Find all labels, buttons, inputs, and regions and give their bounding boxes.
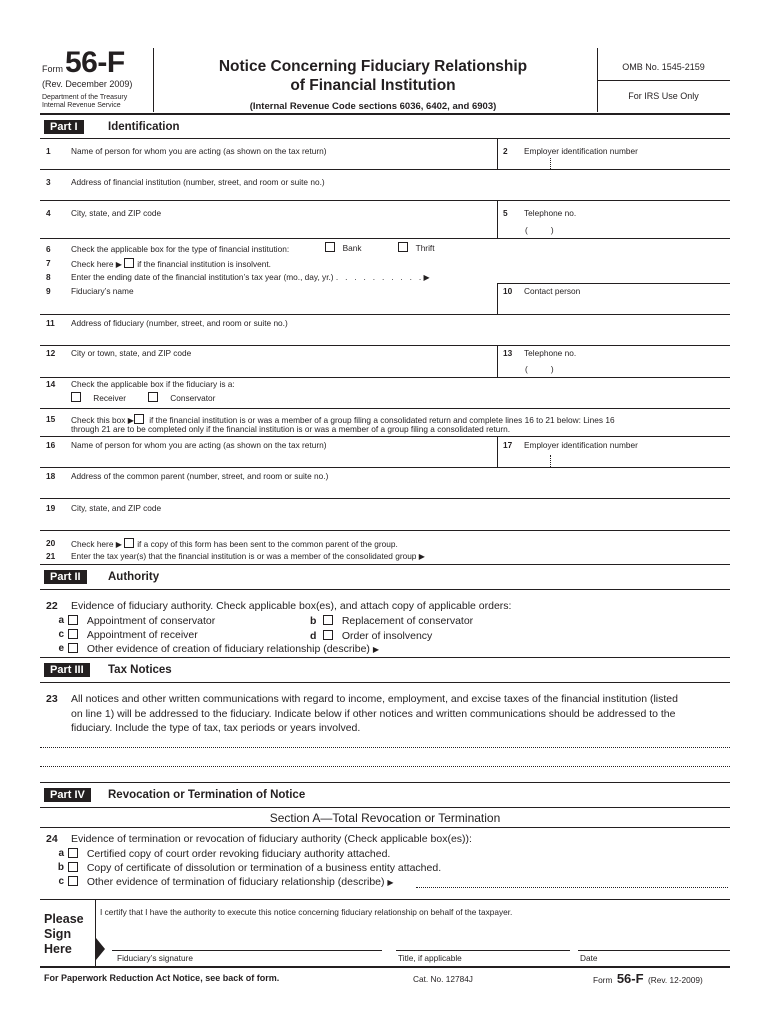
line-15-text: if the financial institution is or was a member of a group filing a consolidated return and complete lines 16 to 21 below: Lines 16 [149,415,615,425]
part-2-tag: Part II [44,570,87,584]
part-2-title: Authority [108,571,160,583]
title-label: Title, if applicable [398,953,462,963]
line-10-label: Contact person [524,286,581,296]
sign-arrow-icon [96,938,105,960]
arrow-right-icon: ▶ [115,260,122,269]
part-3-title: Tax Notices [108,664,172,676]
line-3-input[interactable] [70,187,720,199]
paperwork-notice: For Paperwork Reduction Act Notice, see back of form. [44,973,280,983]
part-3-tag: Part III [44,663,90,677]
line-22-label: Evidence of fiduciary authority. Check applicable box(es), and attach copy of applicable orders: [71,600,512,612]
sign-label: Sign [44,927,72,941]
line-15-label: Check this box [71,415,126,425]
phone-parens: ( ) [525,364,554,374]
title-line-1: Notice Concerning Fiduciary Relationship [218,58,528,75]
line-24-label: Evidence of termination or revocation of fiduciary authority (Check applicable box(es)): [71,833,472,845]
line-2-label: Employer identification number [524,146,638,156]
thrift-option[interactable]: Thrift [398,242,435,253]
signature-field[interactable] [112,925,382,950]
date-field[interactable] [578,925,730,950]
line-11-input[interactable] [70,330,720,342]
termination-option-a[interactable]: Certified copy of court order revoking fiduciary authority attached. [68,848,390,860]
receiver-option[interactable]: Receiver [71,392,126,403]
line-19-label: City, state, and ZIP code [71,503,162,513]
arrow-right-icon: ▶ [115,540,122,549]
omb-number: OMB No. 1545-2159 [622,62,705,72]
date-label: Date [580,953,598,963]
conservator-checkbox[interactable] [148,392,158,402]
authority-option-e[interactable]: Other evidence of creation of fiduciary relationship (describe) ▶ [68,643,379,655]
part-1-tag: Part I [44,120,84,134]
line-17-label: Employer identification number [524,440,638,450]
bank-checkbox[interactable] [325,242,335,252]
checkbox-22b[interactable] [323,615,333,625]
line-4-input[interactable] [70,220,490,234]
line-2-input[interactable] [505,156,725,168]
please-label: Please [44,912,84,926]
line-23-text-2: on line 1) will be addressed to the fiduciary. Indicate below if other notices and written communications should be addressed to the [71,708,676,720]
dept-line-2: Internal Revenue Service [42,102,121,109]
arrow-right-icon: ▶ [127,416,134,425]
line-22e-describe-input[interactable] [402,643,722,655]
arrow-right-icon: ▶ [418,552,425,561]
sign-here-block [44,912,84,957]
part-4-tag: Part IV [44,788,91,802]
line-13-label: Telephone no. [524,348,577,358]
thrift-checkbox[interactable] [398,242,408,252]
checkbox-22d[interactable] [323,630,333,640]
line-13-input[interactable] [505,360,725,374]
line-20-label: Check here [71,539,114,549]
form-subtitle: (Internal Revenue Code sections 6036, 6402, and 6903) [249,101,497,112]
consolidated-checkbox[interactable] [134,414,144,424]
line-8-label: Enter the ending date of the financial institution’s tax year (mo., day, yr.) [71,272,334,282]
termination-option-b[interactable]: Copy of certificate of dissolution or termination of a business entity attached. [68,862,441,874]
checkbox-22c[interactable] [68,629,78,639]
line-18-input[interactable] [70,483,720,495]
conservator-option[interactable]: Conservator [148,392,215,403]
line-1-input[interactable] [70,156,490,168]
line-12-label: City or town, state, and ZIP code [71,348,192,358]
here-label: Here [44,942,72,956]
line-16-input[interactable] [70,452,490,464]
bank-option[interactable]: Bank [325,242,362,253]
line-7-label: Check here [71,259,114,269]
phone-parens: ( ) [525,225,554,235]
authority-option-b[interactable]: Replacement of conservator [323,615,473,627]
form-title [153,58,593,112]
checkbox-24a[interactable] [68,848,78,858]
checkbox-24c[interactable] [68,876,78,886]
tax-year-end-input[interactable] [518,270,723,282]
line-15-text-2: through 21 are to be completed only if the financial institution is or was a member of a group filing a consolidated return. [71,424,511,434]
line-23-text-1: All notices and other written communications with regard to income, employment, and excise taxes of the financial institution (listed [71,693,678,705]
authority-option-d[interactable]: Order of insolvency [323,630,432,642]
catalog-number: Cat. No. 12784J [413,974,473,984]
line-14-label: Check the applicable box if the fiduciary is a: [71,379,235,389]
dept-line-1: Department of the Treasury [42,94,128,101]
line-19-input[interactable] [70,515,720,527]
line-21-input[interactable] [468,549,723,561]
arrow-right-icon: ▶ [387,878,394,887]
footer-form-id: Form 56-F (Rev. 12-2009) [593,971,703,986]
line-20-text: if a copy of this form has been sent to the common parent of the group. [137,539,398,549]
line-9-label: Fiduciary’s name [71,286,134,296]
line-10-input[interactable] [505,298,725,310]
form-word: Form [42,64,63,74]
line-5-label: Telephone no. [524,208,577,218]
line-1-label: Name of person for whom you are acting (as shown on the tax return) [71,146,327,156]
form-number: 56-F [65,46,125,79]
line-4-label: City, state, and ZIP code [71,208,162,218]
line-21-label: Enter the tax year(s) that the financial institution is or was a member of the consolidated group [71,551,417,561]
line-12-input[interactable] [70,360,490,374]
title-field[interactable] [396,925,570,950]
rev-date: (Rev. December 2009) [42,79,133,89]
irs-use-only: For IRS Use Only [628,91,699,101]
section-a-heading: Section A—Total Revocation or Termination [269,811,501,825]
certify-statement: I certify that I have the authority to execute this notice concerning fiduciary relationship on behalf of the taxpayer. [100,907,513,917]
part-4-title: Revocation or Termination of Notice [108,789,306,801]
checkbox-22a[interactable] [68,615,78,625]
arrow-right-icon: ▶ [372,645,379,654]
termination-option-c[interactable]: Other evidence of termination of fiduciary relationship (describe) ▶ [68,876,394,888]
line-23-entry-1[interactable] [40,747,730,748]
line-6-label: Check the applicable box for the type of financial institution: [71,244,290,254]
title-line-2: of Financial Institution [290,77,456,94]
line-9-input[interactable] [70,298,490,310]
authority-option-a[interactable]: Appointment of conservator [68,615,215,627]
line-24c-describe-input[interactable] [416,878,728,888]
line-16-label: Name of person for whom you are acting (as shown on the tax return) [71,440,327,450]
line-3-label: Address of financial institution (number, street, and room or suite no.) [71,177,325,187]
arrow-right-icon: ▶ [423,273,430,282]
authority-option-c[interactable]: Appointment of receiver [68,629,198,641]
receiver-checkbox[interactable] [71,392,81,402]
line-23-entry-2[interactable] [40,766,730,767]
line-5-input[interactable] [505,220,725,234]
line-23-text-3: fiduciary. Include the type of tax, tax periods or years involved. [71,722,361,734]
leader-dots: . . . . . . . . . . [335,272,422,282]
line-7-text: if the financial institution is insolvent. [137,259,271,269]
line-17-input[interactable] [505,452,725,464]
line-11-label: Address of fiduciary (number, street, and room or suite no.) [71,318,288,328]
insolvent-checkbox[interactable] [124,258,134,268]
copy-sent-checkbox[interactable] [124,538,134,548]
line-18-label: Address of the common parent (number, street, and room or suite no.) [71,471,329,481]
part-1-title: Identification [108,121,180,133]
checkbox-24b[interactable] [68,862,78,872]
checkbox-22e[interactable] [68,643,78,653]
signature-label: Fiduciary’s signature [117,953,193,963]
